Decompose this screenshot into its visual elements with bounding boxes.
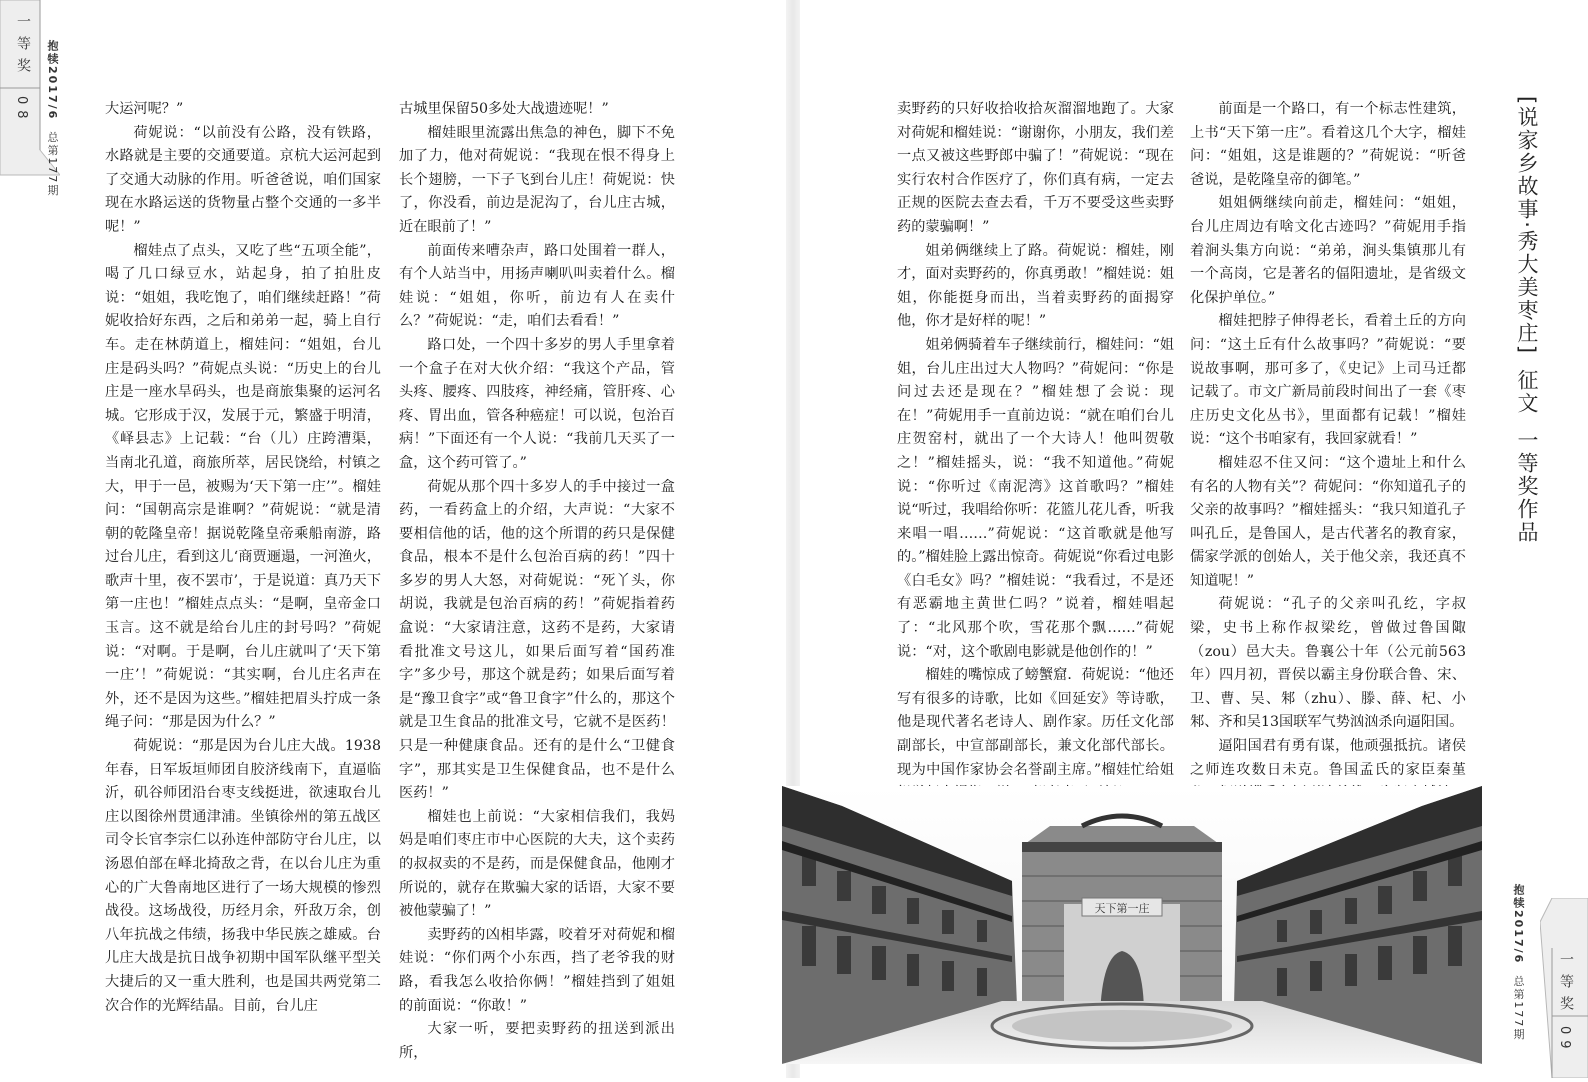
paragraph: 榴娃点了点头，又吃了些“五项全能”，喝了几口绿豆水，站起身，拍了拍肚皮说：“姐姐，我吃饱了，咱们继续赶路！”荷妮收拾好东西，之后和弟弟一起，骑上自行车。走在林荫道上，榴娃问：“姐姐，台儿庄是码头吗？”荷妮点头说：“历史上的台儿庄是一座水旱码头，也是商旅集聚的运河名城。它形成于汉，发展于元，繁盛于明清，《峄县志》上记载：“台（儿）庄跨漕渠，当南北孔道，商旅所萃，居民饶给，村镇之大，甲于一邑，被赐为‘天下第一庄’”。榴娃问：“国朝高宗是谁啊？”荷妮说：“就是清朝的乾隆皇帝！据说乾隆皇帝乘船南游，路过台儿庄，看到这儿‘商贾逦遢，一河渔火，歌声十里，夜不罢市’，于是说道：真乃天下第一庄也！”榴娃点点头：“是啊，皇帝金口玉言。这不就是给台儿庄的封号吗？”荷妮说：“对啊。于是啊，台儿庄就叫了‘天下第一庄’！”荷妮说：“其实啊，台儿庄名声在外，还不是因为这些。”榴娃把眉头拧成一条绳子问：“那是因为什么？” — [105, 242, 381, 731]
paragraph: 卖野药的只好收拾收拾灰溜溜地跑了。大家对荷妮和榴娃说：“谢谢你，小朋友，我们差一点又被这些野郎中骗了！”荷妮说：“现在实行农村合作医疗了，你们真有病，一定去正规的医院去查去看，千万不要受这些卖野药的蒙骗啊！” — [897, 101, 1174, 235]
ancient-town-illustration — [782, 786, 1482, 1064]
paragraph: 大家一听，要把卖野药的扭送到派出所， — [399, 1021, 675, 1061]
paragraph: 荷妮说：“那是因为台儿庄大战。1938年春，日军坂垣师团自胶济线南下，直逼临沂，矶谷师团沿台枣支线挺进，欲速取台儿庄以图徐州贯通津浦。坐镇徐州的第五战区司令长官李宗仁以孙连仲部防守台儿庄，以汤恩伯部在峄北掎敌之背，在以台儿庄为重心的广大鲁南地区进行了一场大规模的惨烈战役。这场战役，历经月余，歼敌万余，创八年抗战之伟绩，扬我中华民族之雄威。台儿庄大战是抗日战争初期中国军队继平型关大捷后的又一重大胜利，也是国共两党第二次合作的光辉结晶。目前，台儿庄 — [105, 738, 381, 1014]
right-footer-issue: 总第177期 — [1512, 975, 1525, 1042]
left-header-magazine: 抱犊2017/6 — [46, 40, 59, 121]
article-series-title — [1512, 96, 1542, 544]
text-column-4 — [1190, 98, 1466, 829]
paragraph: 荷妮从那个四十多岁人的手中接过一盒药，一看药盒上的介绍，大声说：“大家不要相信他的话，他的这个所谓的药只是保健食品，根本不是什么包治百病的药！”四十多岁的男人大怒，对荷妮说：“死丫头，你胡说，我就是包治百病的药！”荷妮指着药盒说：“大家请注意，这药不是药，大家请看批准文号这儿，如果后面写着“国药准字”多少号，那这个就是药；如果后面写着是“豫卫食字”或“鲁卫食字”什么的，那这个就是卫生食品的批准文号，它就不是医药！只是一种健康食品。还有的是什么“卫健食字”，那其实是卫生保健食品，也不是什么医药！” — [399, 478, 675, 802]
paragraph: 荷妮说：“孔子的父亲叫孔纥，字叔梁，史书上称作叔梁纥，曾做过鲁国陬（zou）邑大夫。鲁襄公十年（公元前563年）四月初，晋侯以霸主身份联合鲁、宋、卫、曹、吴、邾（zhu）、滕、薛、杞、小邾、齐和吴13国联军气势汹汹杀向逼阳国。 — [1190, 596, 1466, 731]
paragraph: 前面是一个路口，有一个标志性建筑，上书“天下第一庄”。看着这几个大字，榴娃问：“姐姐，这是谁题的？”荷妮说：“听爸爸说，是乾隆皇帝的御笔。” — [1190, 101, 1466, 188]
ancient-town-photo — [782, 786, 1482, 1064]
photo-signboard-text: 天下第一庄 — [1094, 902, 1150, 915]
paragraph: 姐弟俩继续上了路。荷妮说：榴娃，刚才，面对卖野药的，你真勇敢！”榴娃说：姐姐，你能挺身而出，当着卖野药的面揭穿他，你才是好样的呢！” — [897, 242, 1174, 330]
left-tab-label: 一等奖 — [15, 14, 31, 80]
paragraph: 逼阳国君有勇有谋，他顽强抵抗。诸侯之师连攻数日未克。鲁国孟氏的家臣秦堇 — [1190, 738, 1466, 778]
left-page — [0, 0, 790, 1078]
text-column-3 — [897, 98, 1174, 806]
paragraph: 榴娃忍不住又问：“这个遗址上和什么有名的人物有关”？荷妮问：“你知道孔子的父亲的故事吗？”榴娃摇头：“我只知道孔子叫孔丘，是鲁国人，是古代著名的教育家，儒家学派的创始人，关于他父亲，我还真不知道呢！” — [1190, 454, 1466, 589]
paragraph: 榴娃的嘴惊成了螃蟹窟．荷妮说：“他还写有很多的诗歌，比如《回延安》等诗歌，他是现代著名老诗人、剧作家。历任文化部副部长，中宣部副部长，兼文化部代部长。现为中国作家协会名誉副主席。”榴娃忙给姐 — [897, 667, 1174, 778]
paragraph: 大运河呢？” — [105, 101, 184, 117]
paragraph: 路口处，一个四十多岁的男人手里拿着一个盒子在对大伙介绍：“我这个产品，管头疼、腰疼、四肢疼，神经痛，管肝疼、心疼、胃出血，管各种癌症！可以说，包治百病！”下面还有一个人说：“我前几天买了一盒，这个药可管了。” — [399, 336, 675, 471]
left-tab-page-number: 08 — [14, 96, 29, 125]
paragraph: 荷妮说：“以前没有公路，没有铁路，水路就是主要的交通要道。京杭大运河起到了交通大动脉的作用。听爸爸说，咱们国家现在水路运送的货物量占整个交通的一多半呢！” — [105, 124, 381, 235]
right-tab-page-number: 09 — [1557, 1026, 1572, 1055]
paragraph: 卖野药的凶相毕露，咬着牙对荷妮和榴娃说：“你们两个小东西，挡了老爷我的财路，看我怎么收拾你俩！”榴娃挡到了姐姐的前面说：“你敢！” — [399, 926, 675, 1014]
paragraph: 前面传来嘈杂声，路口处围着一群人，有个人站当中，用扬声喇叭叫卖着什么。榴娃说：“姐姐，你听，前边有人在卖什么？”荷妮说：“走，咱们去看看！” — [399, 242, 675, 330]
right-tab-label: 一等奖 — [1558, 952, 1574, 1018]
paragraph: 姐姐俩继续向前走，榴娃问：“姐姐，台儿庄周边有啥文化古迹吗？”荷妮用手指着涧头集方向说：“弟弟，涧头集镇那儿有一个高岗，它是著名的偪阳遗址，是省级文化保护单位。” — [1190, 195, 1466, 306]
series-title-part1: [说家乡故事·秀大美枣庄] — [1515, 96, 1539, 356]
paragraph: 榴娃把脖子伸得老长，看着土丘的方向问：“这土丘有什么故事吗？”荷妮说：“要说故事啊，那可多了，《史记》上司马迁都记载了。市文广新局前段时间出了一套《枣庄历史文化丛书》，里面都有记载！”榴娃说：“这个书咱家有，我回家就看！” — [1190, 313, 1466, 448]
series-title-part2: 征文 — [1515, 369, 1539, 416]
left-header-issue: 总第177期 — [46, 131, 59, 198]
paragraph: 姐弟俩骑着车子继续前行，榴娃问：“姐姐，台儿庄出过大人物吗？”荷妮问：“你是问过去还是现在？”榴娃想了会说：现在！”荷妮用手一直前边说：“就在咱们台儿庄贺窑村，就出了一个大诗人！他叫贺敬之！”榴娃摇头，说：“我不知道他。”荷妮说：“你听过《南泥湾》这首歌吗？”榴娃说“听过，我唱给你听：花篮儿花儿香，听我来唱一唱……”荷妮说：“这首歌就是他写的。”榴娃脸上露出惊奇。荷妮说“你看过电影《白毛女》吗？”榴娃说：“我看过，不是还有恶霸地主黄世仁吗？”说着，榴娃唱起了：“北风那个吹，雪花那个飘……”荷妮说：“对，这个歌剧电影就是他创作的！” — [897, 336, 1174, 660]
right-footer-magazine: 抱犊2017/6 — [1512, 884, 1525, 965]
series-title-part3: 一等奖作品 — [1515, 429, 1539, 545]
text-column-1 — [105, 98, 381, 1018]
left-header — [44, 40, 60, 197]
right-footer — [1510, 884, 1526, 1041]
paragraph: 古城里保留50多处大战遗迹呢！” — [399, 101, 609, 117]
text-column-2 — [399, 98, 675, 1065]
paragraph: 榴娃眼里流露出焦急的神色，脚下不免加了力，他对荷妮说：“我现在恨不得身上长个翅膀，一下子飞到台儿庄！荷妮说：快了，你没看，前边是泥沟了，台儿庄古城，近在眼前了！” — [399, 124, 675, 235]
paragraph: 榴娃也上前说：“大家相信我们，我妈妈是咱们枣庄市中心医院的大夫，这个卖药的叔叔卖的不是药，而是保健食品，他刚才所说的，就存在欺骗大家的话语，大家不要被他蒙骗了！” — [399, 808, 675, 920]
